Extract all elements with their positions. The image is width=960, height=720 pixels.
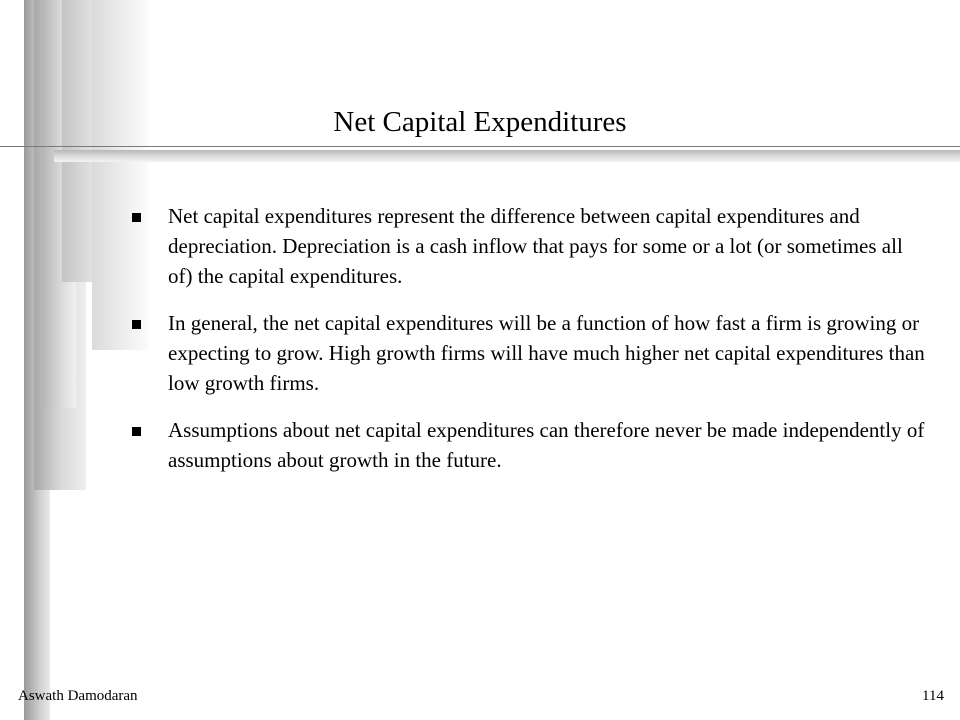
bullet-item — [132, 201, 932, 291]
square-bullet-icon — [132, 320, 141, 329]
bullet-item — [132, 415, 932, 475]
bullet-text: In general, the net capital expenditures will be a function of how fast a firm is growing or expecting to grow. High growth firms will have much higher net capital expenditures than low growth firms. — [168, 311, 925, 395]
page-number: 114 — [922, 688, 944, 704]
bullet-text: Assumptions about net capital expenditures can therefore never be made independently of assumptions about growth in the future. — [168, 418, 925, 472]
bullet-item — [132, 308, 932, 398]
title-underline-bar — [54, 150, 960, 162]
bullet-list — [132, 201, 932, 492]
square-bullet-icon — [132, 213, 141, 222]
footer-author: Aswath Damodaran — [18, 688, 138, 704]
bullet-text: Net capital expenditures represent the difference between capital expenditures and depreciation. Depreciation is a cash inflow that pays for some or a lot (or sometimes all of) the capital expenditures. — [168, 204, 903, 288]
slide-title: Net Capital Expenditures — [333, 106, 627, 138]
square-bullet-icon — [132, 427, 141, 436]
title-divider — [0, 146, 960, 147]
